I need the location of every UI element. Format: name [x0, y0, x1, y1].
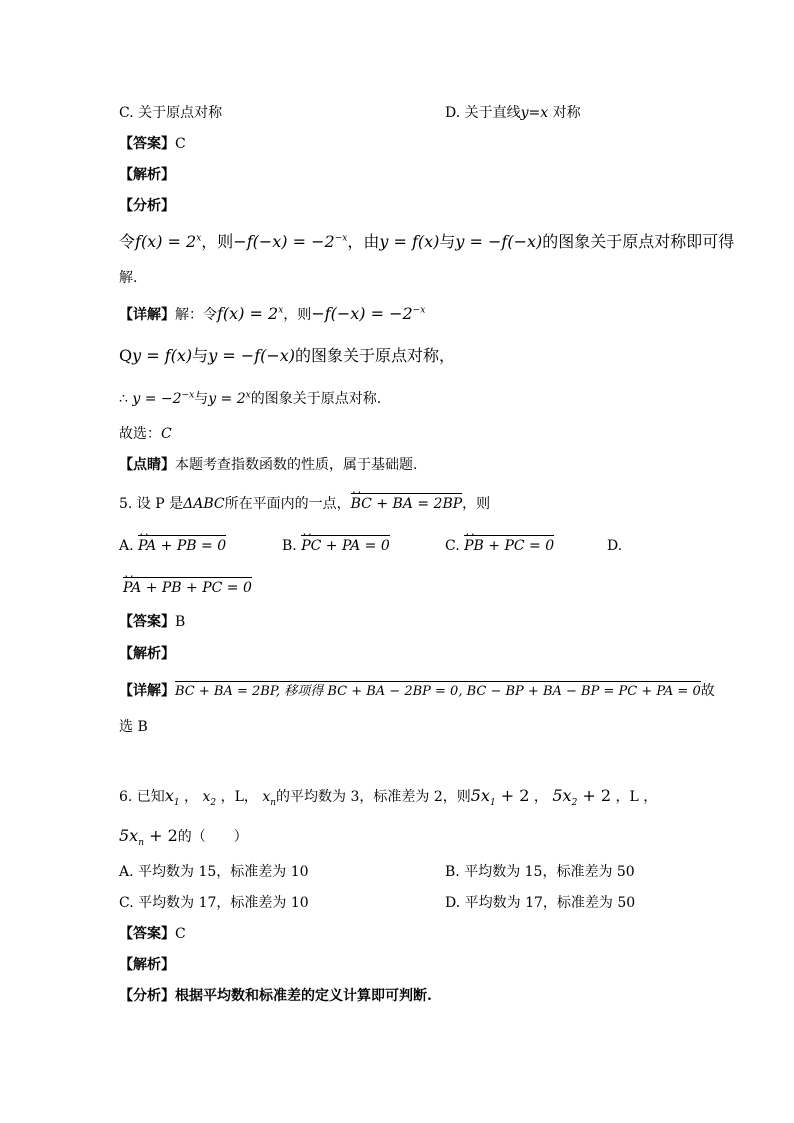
q5-option-b: [282, 536, 390, 556]
q4-dianjing-label: 【点睛】: [119, 457, 175, 473]
q4-detail-l2-t2: 的图象关于原点对称，: [295, 346, 456, 365]
q4-detail-l3-t1: 与: [194, 391, 209, 407]
q6-stem-line2: [119, 826, 248, 847]
q5-option-a-label: A.: [119, 538, 134, 554]
q4-detail-t1: 解：令: [175, 307, 217, 323]
q4-fenxi-f1: $f(x) = 2^x$: [135, 232, 202, 251]
q4-answer: [119, 134, 186, 154]
q6-e2: $5x_2 + 2$: [552, 786, 612, 809]
q4-fenxi-t5: 的图象关于原点对称即可得: [542, 232, 735, 251]
q4-option-d-math: y=x: [520, 105, 549, 121]
q4-option-d-prefix: D. 关于直线: [445, 105, 521, 121]
q6-stem-line2-text: 的（ ）: [177, 829, 248, 845]
q5-option-d-expr: [123, 578, 252, 598]
q5-detail-suffix: 故: [700, 683, 715, 699]
q4-detail-l2-t1: 与: [192, 346, 209, 365]
q5-triangle: ΔABC: [183, 496, 225, 512]
q4-option-d: [445, 103, 581, 123]
q5-answer-label: 【答案】: [119, 614, 175, 630]
q5-answer-value: B: [175, 614, 186, 630]
q5-option-b-label: B.: [282, 538, 297, 554]
q5-option-c: [445, 536, 554, 556]
q6-option-d: D. 平均数为 17，标准差为 50: [445, 895, 636, 911]
q6-en: $5x_n + 2$: [119, 826, 178, 849]
q4-detail-line3: [119, 389, 381, 409]
q4-fenxi-f2: $-f(-x) = -2^{-x}$: [233, 232, 348, 251]
q4-detail-choose: [119, 424, 172, 444]
q4-detail-line1: [119, 304, 425, 325]
q4-dianjing-text: 本题考查指数函数的性质，属于基础题.: [175, 457, 418, 473]
q4-detail-l3-f1: $y = -2^{-x}$: [132, 390, 195, 407]
q4-fenxi-text: [119, 232, 734, 252]
q6-ellipsis: L: [234, 789, 244, 805]
q6-answer-value: C: [175, 926, 186, 942]
q4-fenxi-t3: ，由: [347, 232, 380, 251]
q4-answer-value: C: [175, 136, 186, 152]
q4-dianjing: [119, 455, 417, 475]
q4-detail-therefore: ∴: [119, 391, 128, 407]
q5-analysis-label: 【解析】: [119, 646, 175, 662]
q5-option-a: [119, 536, 226, 556]
q5-option-a-expr: PA + PB = 0 ꞏꞏ: [138, 536, 226, 556]
q4-option-d-suffix: 对称: [548, 105, 581, 121]
q4-detail-line2: [119, 346, 455, 366]
q6-e1: $5x_1 + 2$: [470, 786, 530, 809]
q4-detail-f1: $f(x) = 2^x$: [217, 304, 284, 323]
q4-option-c: C. 关于原点对称: [119, 105, 223, 121]
q4-fenxi-t1: 令: [119, 232, 136, 251]
q4-detail-l2-f1: y = f(x): [132, 346, 193, 365]
q5-option-d-label: D.: [607, 538, 623, 554]
q6-stem-t2: 的平均数为 3，标准差为 2，则: [276, 789, 471, 805]
q5-option-c-expr: PB + PC = 0 ꞏꞏ: [464, 536, 554, 556]
q4-detail-f2: $-f(-x) = -2^{-x}$: [311, 304, 426, 323]
q6-fenxi: [119, 986, 432, 1006]
q4-fenxi-t2: ，则: [201, 232, 234, 251]
q5-detail-label: 【详解】: [119, 683, 175, 699]
q6-option-b: B. 平均数为 15，标准差为 50: [445, 864, 635, 880]
q6-answer-label: 【答案】: [119, 926, 175, 942]
q4-fenxi-t4: 与: [439, 232, 456, 251]
q6-xn: $x_n$: [262, 789, 277, 808]
q6-stem-t1: 6. 已知: [119, 789, 165, 805]
q6-x2: $x_2$: [202, 789, 217, 808]
q4-fenxi-text-end: 解.: [119, 270, 138, 286]
q6-ellipsis-2: L: [629, 789, 639, 805]
q6-analysis-label: 【解析】: [119, 957, 175, 973]
q4-fenxi-f3: y = f(x): [379, 232, 440, 251]
q4-detail-t2: ，则: [283, 307, 312, 323]
q6-fenxi-label: 【分析】: [119, 988, 175, 1004]
q5-answer: [119, 612, 185, 632]
q5-detail-line2: 选 B: [119, 719, 148, 735]
q5-detail-expr: BC + BA = 2BP, 移项得 BC + BA − 2BP = 0, BC − BP + BA − BP = PC + PA = 0: [175, 682, 701, 702]
q4-detail-l3-f2: $y = 2^x$: [208, 390, 251, 407]
q5-detail-line1: [119, 681, 715, 702]
q5-stem-t3: ，则: [462, 496, 491, 512]
q4-detail-l3-t2: 的图象关于原点对称.: [250, 391, 382, 407]
q6-option-c: C. 平均数为 17，标准差为 10: [119, 895, 309, 911]
q4-answer-label: 【答案】: [119, 136, 175, 152]
q5-stem-t1: 5. 设 P 是: [119, 496, 184, 512]
q4-detail-label: 【详解】: [119, 307, 175, 323]
q4-detail-l2-f2: y = −f(−x): [208, 346, 296, 365]
q6-stem: 6. 已知$x_1$ ， $x_2$ ，L， $x_n$的平均数为 3，标准差为 2，则$5x_1 + 2$ ， $5x_2 + 2$ ，L ，: [119, 786, 658, 809]
q4-analysis-label: 【解析】: [119, 167, 175, 183]
q4-detail-because: Q: [119, 346, 133, 365]
q6-answer: [119, 924, 186, 944]
q5-stem-t2: 所在平面内的一点，: [224, 496, 351, 512]
q6-fenxi-text: 根据平均数和标准差的定义计算即可判断.: [175, 988, 432, 1004]
q6-option-a: A. 平均数为 15，标准差为 10: [119, 864, 309, 880]
q5-vector-equation: BC + BA = 2BP ꞏꞏ: [351, 494, 463, 514]
q5-option-c-label: C.: [445, 538, 460, 554]
q4-choose-value: C: [161, 426, 172, 442]
q5-option-d-math: PA + PB + PC = 0 ꞏꞏ: [123, 578, 252, 598]
q5-stem: [119, 494, 490, 514]
q4-fenxi-f4: y = −f(−x): [455, 232, 543, 251]
q4-choose-label: 故选：: [119, 426, 161, 442]
q6-x1: $x_1$: [164, 786, 180, 809]
q4-fenxi-label: 【分析】: [119, 198, 175, 214]
q5-option-b-expr: PC + PA = 0 ꞏꞏ: [301, 536, 390, 556]
